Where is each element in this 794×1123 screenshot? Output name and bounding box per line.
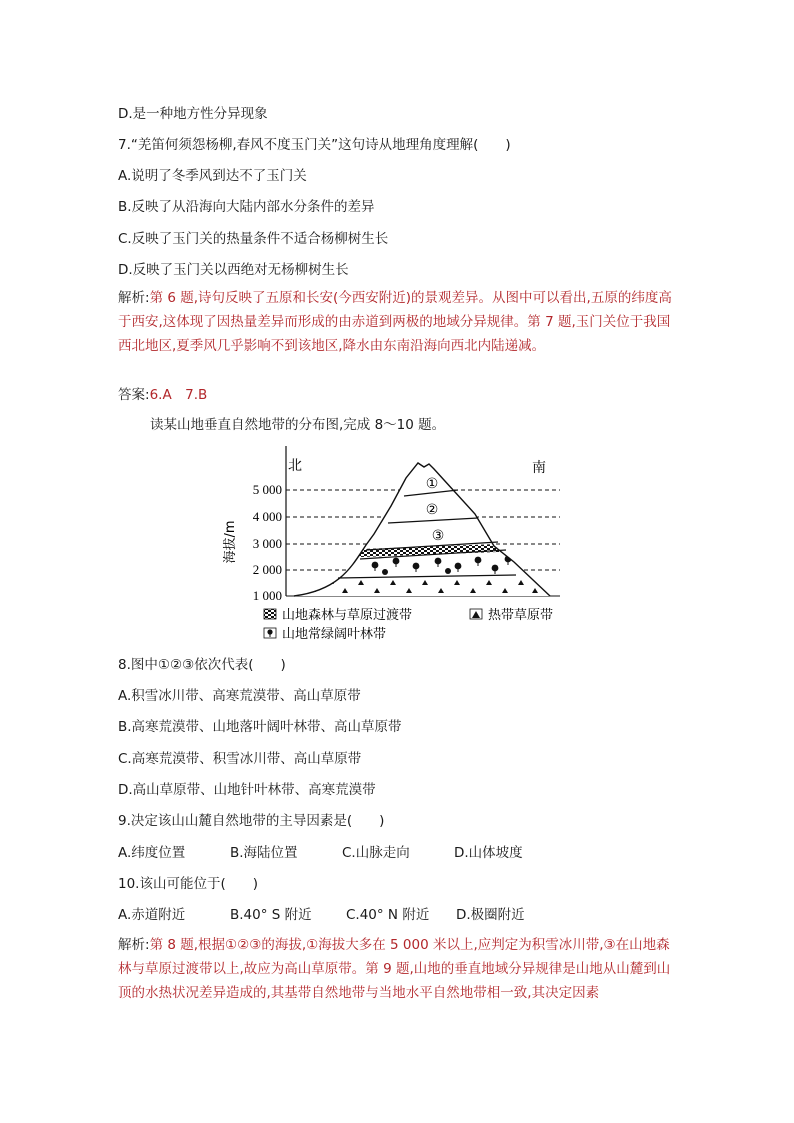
q9-option-d: D.山体坡度 [454, 845, 523, 861]
q8-option-c: C.高寒荒漠带、积雪冰川带、高山草原带 [118, 751, 362, 767]
analysis-text-3: 第 9 题,山地的垂直地域分异规律是山地从山麓到山顶的水热状况差异造成的,其基带自然地带与当地水平自然地带相一致,其决定因素 [118, 961, 671, 1001]
answer-line [118, 386, 207, 404]
legend-swatch-transition [264, 609, 276, 619]
q10-option-c: C.40° N 附近 [346, 907, 430, 923]
analysis-text-2: ①②③的海拔,①海拔大多在 5 000 米以上,应判定为积雪冰川带,③在山地森林与草原过渡带以上,故应为高山草原带。 [118, 937, 670, 977]
analysis-paragraph-2 [118, 933, 678, 1005]
q8-option-d: D.高山草原带、山地针叶林带、高寒荒漠带 [118, 782, 376, 798]
q10-option-b: B.40° S 附近 [230, 907, 312, 923]
q9-options [118, 844, 523, 862]
legend-label-evergreen: 山地常绿阔叶林带 [282, 627, 387, 642]
q10-options [118, 906, 525, 924]
analysis-paragraph-1 [118, 286, 678, 358]
q6-option-d: D.是一种地方性分异现象 [118, 106, 268, 122]
q9-option-c: C.山脉走向 [342, 845, 410, 861]
q8-stem: 8.图中①②③依次代表( ) [118, 657, 286, 673]
q8-option-a: A.积雪冰川带、高寒荒漠带、高山草原带 [118, 688, 361, 704]
diagram-intro: 读某山地垂直自然地带的分布图,完成 8～10 题。 [150, 417, 446, 433]
q7-option-a: A.说明了冬季风到达不了玉门关 [118, 168, 307, 184]
tick-label: 3 000 [252, 536, 282, 551]
q10-option-a: A.赤道附近 [118, 907, 186, 923]
analysis-text-1: 第 8 题,根据 [149, 937, 226, 953]
analysis-text: 第 6 题,诗句反映了五原和长安(今西安附近)的景观差异。从图中可以看出,五原的纬度高于西安,这体现了因热量差异而形成的由赤道到两极的地域分异规律。第 7 题,玉门关位于我国西北地区,夏季风几乎影响不到该地区,降水由东南沿海向西北内陆递减。 [118, 290, 672, 354]
answer-text: 6.A 7.B [149, 387, 208, 403]
q8-option-b: B.高寒荒漠带、山地落叶阔叶林带、高山草原带 [118, 719, 402, 735]
tick-label: 4 000 [252, 509, 282, 524]
zone-label-3: ③ [431, 528, 445, 544]
q10-option-d: D.极圈附近 [456, 907, 525, 923]
q7-option-c: C.反映了玉门关的热量条件不适合杨柳树生长 [118, 231, 389, 247]
tick-label: 1 000 [252, 588, 282, 603]
q9-stem: 9.决定该山山麓自然地带的主导因素是( ) [118, 813, 385, 829]
q7-option-b: B.反映了从沿海向大陆内部水分条件的差异 [118, 199, 375, 215]
answer-label: 答案: [118, 387, 150, 403]
analysis-label: 解析: [118, 937, 150, 953]
analysis-label: 解析: [118, 290, 150, 306]
q7-stem: 7.“羌笛何须怨杨柳,春风不度玉门关”这句诗从地理角度理解( ) [118, 137, 511, 153]
zone-label-1: ① [425, 476, 439, 492]
tick-label: 2 000 [252, 562, 282, 577]
south-label: 南 [532, 460, 546, 476]
q9-option-a: A.纬度位置 [118, 845, 186, 861]
q10-stem: 10.该山可能位于( ) [118, 876, 259, 892]
north-label: 北 [288, 458, 302, 474]
y-axis-label: 海拔/m [223, 520, 238, 564]
mountain-zone-diagram [220, 438, 580, 648]
zone-label-2: ② [425, 502, 439, 518]
legend-label-transition: 山地森林与草原过渡带 [282, 608, 413, 623]
tick-label: 5 000 [252, 482, 282, 497]
legend-tree-icon [267, 629, 272, 634]
q9-option-b: B.海陆位置 [230, 845, 298, 861]
q7-option-d: D.反映了玉门关以西绝对无杨柳树生长 [118, 262, 349, 278]
legend-label-savanna: 热带草原带 [488, 608, 554, 623]
